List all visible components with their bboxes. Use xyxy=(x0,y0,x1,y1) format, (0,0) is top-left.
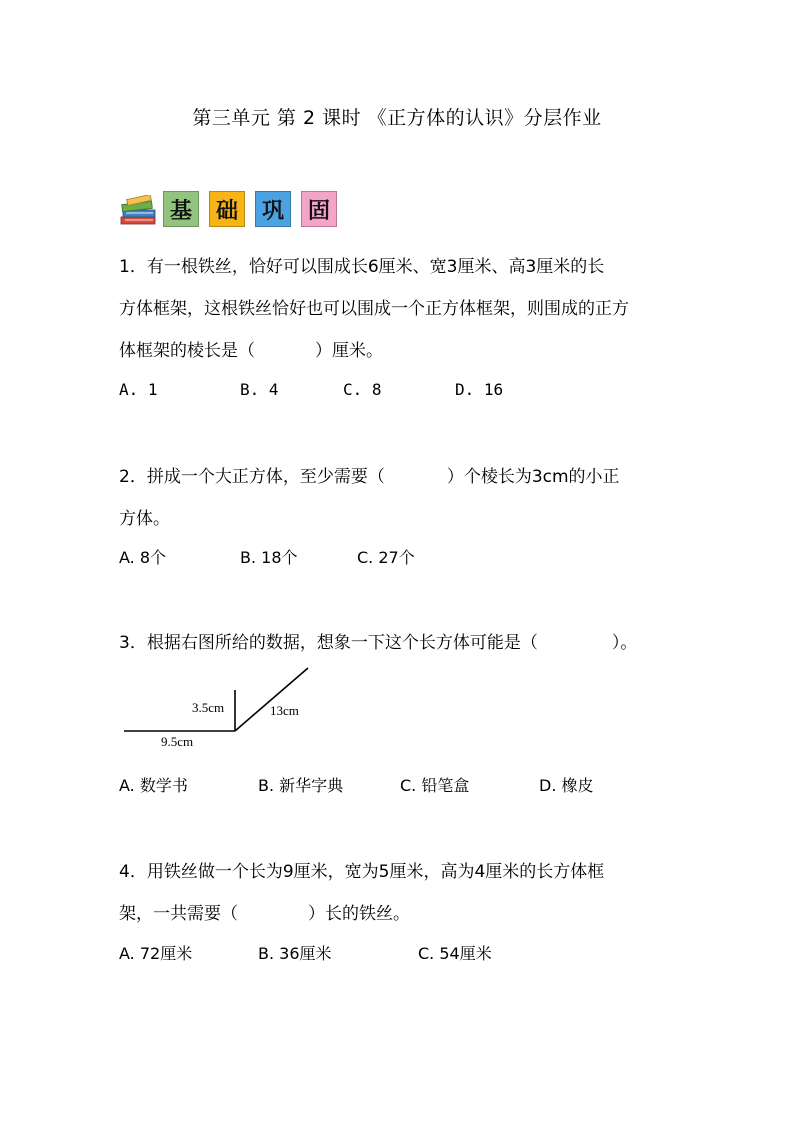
books-icon xyxy=(119,195,159,227)
q4-option-c[interactable]: C. 54厘米 xyxy=(418,944,492,963)
q4-line-2-end: ）长的铁丝。 xyxy=(308,904,410,924)
q4-option-b[interactable]: B. 36厘米 xyxy=(258,944,332,963)
q3-option-a[interactable]: A. 数学书 xyxy=(119,776,188,795)
q4-option-a[interactable]: A. 72厘米 xyxy=(119,944,193,963)
q1-line-3 xyxy=(119,336,383,361)
q2-line-1-end: ）个棱长为3cm的小正 xyxy=(446,467,620,487)
section-tile-4: 固 xyxy=(301,191,337,227)
q1-line-2: 方体框架，这根铁丝恰好也可以围成一个正方体框架，则围成的正方 xyxy=(119,299,629,319)
q3-line-1 xyxy=(119,628,637,653)
q1-line-3-end: ）厘米。 xyxy=(315,341,383,361)
cuboid-dimension-figure xyxy=(120,664,320,754)
depth-edge-line xyxy=(235,668,308,731)
q2-option-a[interactable]: A. 8个 xyxy=(119,548,167,567)
section-tile-3: 巩 xyxy=(255,191,291,227)
q4-line-1: 4．用铁丝做一个长为9厘米，宽为5厘米，高为4厘米的长方体框 xyxy=(119,862,605,882)
q2-line-1 xyxy=(119,462,620,487)
q1-option-b[interactable]: B. 4 xyxy=(240,380,279,399)
q1-option-c[interactable]: C. 8 xyxy=(343,380,382,399)
q2-option-c[interactable]: C. 27个 xyxy=(357,548,415,567)
q1-option-a[interactable]: A. 1 xyxy=(119,380,158,399)
q3-option-d[interactable]: D. 橡皮 xyxy=(539,776,594,795)
q2-line-2: 方体。 xyxy=(119,509,170,529)
section-tile-1: 基 xyxy=(163,191,199,227)
q3-option-b[interactable]: B. 新华字典 xyxy=(258,776,344,795)
height-label: 3.5cm xyxy=(192,700,225,715)
q1-line-1: 1．有一根铁丝，恰好可以围成长6厘米、宽3厘米、高3厘米的长 xyxy=(119,257,605,277)
q2-line-1-start: 2．拼成一个大正方体，至少需要（ xyxy=(119,467,385,487)
width-label: 9.5cm xyxy=(161,734,194,749)
q4-line-2-start: 架，一共需要（ xyxy=(119,904,238,924)
q2-option-b[interactable]: B. 18个 xyxy=(240,548,298,567)
section-tile-2: 础 xyxy=(209,191,245,227)
q1-line-3-start: 体框架的棱长是（ xyxy=(119,341,255,361)
q3-line-1-start: 3．根据右图所给的数据，想象一下这个长方体可能是（ xyxy=(119,633,538,653)
q1-option-d[interactable]: D. 16 xyxy=(455,380,504,399)
q4-line-2 xyxy=(119,899,410,924)
depth-label: 13cm xyxy=(270,703,299,718)
q3-line-1-end: ）。 xyxy=(611,633,638,653)
q3-option-c[interactable]: C. 铅笔盒 xyxy=(400,776,470,795)
page-title: 第三单元 第 2 课时 《正方体的认识》分层作业 xyxy=(192,107,602,129)
